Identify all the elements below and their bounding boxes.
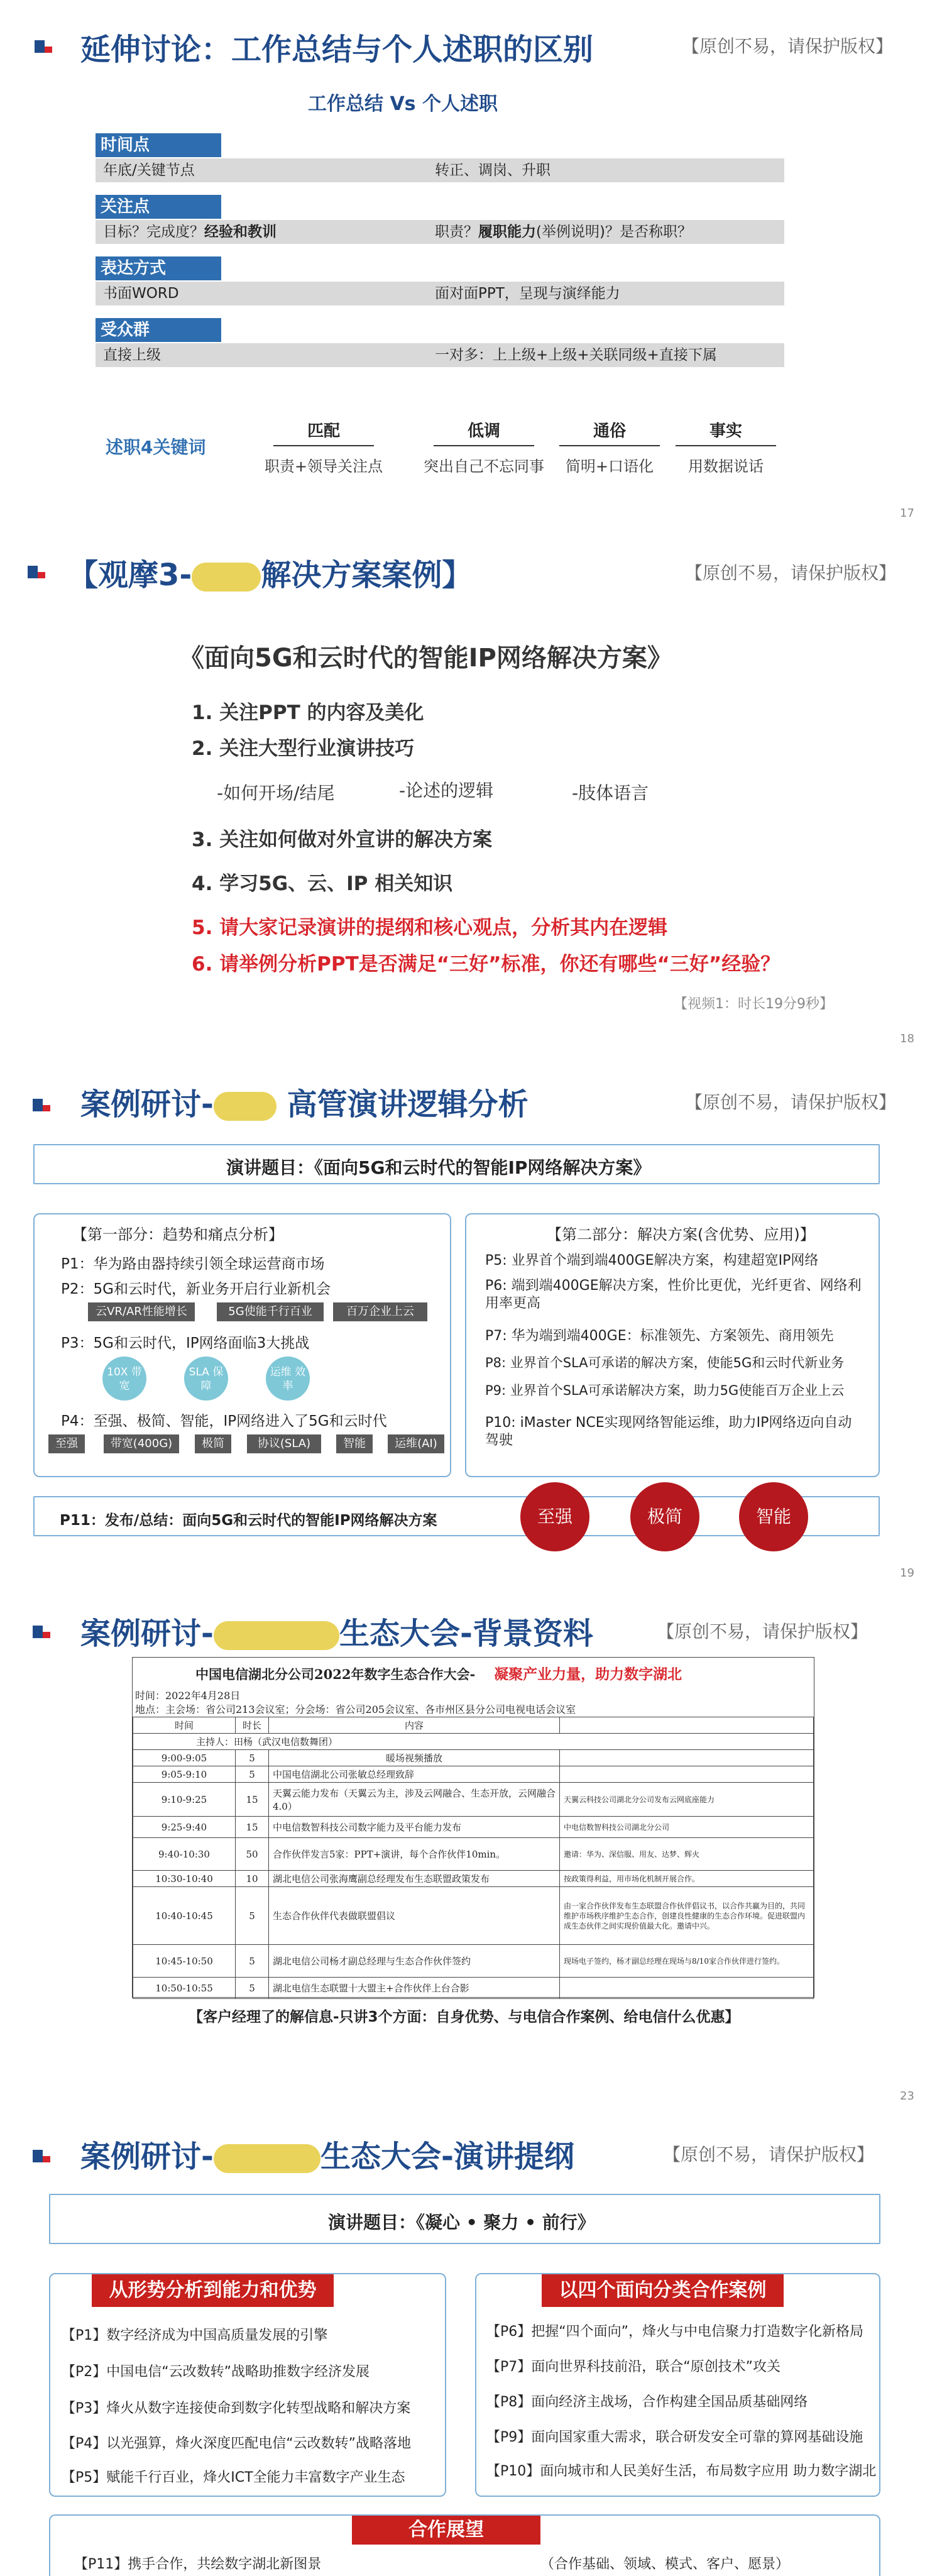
task-item-highlight: 5. 请大家记录演讲的提纲和核心观点，分析其内在逻辑 xyxy=(192,916,668,939)
summary-text: P11：发布/总结：面向5G和云时代的智能IP网络解决方案 xyxy=(60,1512,437,1529)
time-cell: 10:30-10:40 xyxy=(133,1871,236,1887)
redacted-logo xyxy=(214,2144,320,2173)
outline-item: 【P5】赋能千行百业，烽火ICT全能力丰富数字产业生态 xyxy=(62,2470,405,2485)
comparison-row xyxy=(96,282,784,305)
title-part: 高管演讲逻辑分析 xyxy=(276,1087,529,1122)
keyword-desc: 简明+口语化 xyxy=(565,458,654,475)
challenge-circle: SLA 保障 xyxy=(184,1357,228,1401)
copyright-note: 【原创不易，请保护版权】 xyxy=(685,563,897,583)
task-item: 1. 关注PPT 的内容及美化 xyxy=(192,702,424,724)
slide-2 xyxy=(0,528,942,1050)
duration-cell: 10 xyxy=(236,1871,269,1887)
content-cell: 合作伙伴发言5家：PPT+演讲，每个合作伙伴10min。 xyxy=(269,1838,560,1871)
page-number: 23 xyxy=(900,2089,914,2103)
part2-item: P7: 华为端到端400GE：标准领先、方案领先、商用领先 xyxy=(485,1328,834,1344)
slide-title xyxy=(80,1080,529,1123)
brand-logo-icon xyxy=(35,40,52,53)
title-part: 生态大会-背景资料 xyxy=(339,1616,593,1651)
table-row xyxy=(133,1945,814,1978)
challenge-circle: 运维 效率 xyxy=(266,1357,310,1401)
outline-item: 【P8】面向经济主战场，合作构建全国品质基础网络 xyxy=(486,2394,808,2410)
part2-heading: 【第二部分：解决方案(含优势、应用)】 xyxy=(547,1226,815,1243)
outlook-box xyxy=(49,2514,880,2576)
agenda-place: 地点：主会场：省公司213会议室；分会场：省公司205会议室、各市州区县分公司电视电话会议室 xyxy=(135,1704,576,1715)
keyword xyxy=(255,418,393,476)
outlook-item: 【P11】携手合作，共绘数字湖北新图景 xyxy=(74,2557,322,2572)
note-cell xyxy=(560,1750,814,1766)
time-cell: 9:25-9:40 xyxy=(133,1817,236,1838)
keywords-label: 述职4关键词 xyxy=(106,437,206,458)
left-outline-box xyxy=(49,2273,446,2497)
keyword-desc: 用数据说话 xyxy=(688,458,764,475)
agenda-title xyxy=(195,1663,682,1683)
keyword-desc: 职责+领导关注点 xyxy=(264,458,383,475)
report-value: 转正、调岗、升职 xyxy=(435,162,550,179)
note-cell xyxy=(560,1978,814,1999)
title-part: 生态大会-演讲提纲 xyxy=(320,2139,574,2174)
copyright-note: 【原创不易，请保护版权】 xyxy=(685,1092,897,1113)
outline-item: 【P7】面向世界科技前沿，联合“原创技术”攻关 xyxy=(486,2359,781,2375)
task-subitem: -论述的逻辑 xyxy=(399,780,494,801)
outline-item: 【P3】烽火从数字连接使命到数字化转型战略和解决方案 xyxy=(62,2401,411,2416)
table-row xyxy=(133,1817,814,1838)
agenda-table xyxy=(133,1717,814,1999)
title-part: 案例研讨- xyxy=(80,2139,214,2174)
part1-box xyxy=(33,1213,451,1477)
slide-5 xyxy=(0,2112,942,2576)
brand-logo-icon xyxy=(33,2150,50,2162)
table-row xyxy=(133,1734,814,1750)
time-cell: 10:45-10:50 xyxy=(133,1945,236,1978)
keyword-circle: 极简 xyxy=(630,1482,699,1551)
table-header xyxy=(560,1717,814,1734)
keyword xyxy=(415,418,553,476)
comparison-row xyxy=(96,220,784,244)
duration-cell: 50 xyxy=(236,1838,269,1871)
video-duration: 【视频1：时长19分9秒】 xyxy=(674,996,833,1012)
slide-4 xyxy=(0,1597,942,2112)
trend-chip: 协议(SLA) xyxy=(247,1434,321,1453)
report-emphasis: 履职能力 xyxy=(478,224,536,240)
trend-chip: 极简 xyxy=(195,1434,231,1453)
slide-3 xyxy=(0,1062,942,1584)
section-label: 关注点 xyxy=(96,195,221,219)
duration-cell: 5 xyxy=(236,1766,269,1783)
comparison-row xyxy=(96,158,784,182)
comparison-subtitle: 工作总结 Vs 个人述职 xyxy=(308,93,498,115)
report-text: 职责？ xyxy=(435,224,478,240)
report-value xyxy=(435,220,692,244)
task-item: 3. 关注如何做对外宣讲的解决方案 xyxy=(192,828,493,851)
page-number: 17 xyxy=(900,507,914,520)
duration-cell: 5 xyxy=(236,1887,269,1945)
title-part: 案例研讨- xyxy=(80,1087,214,1122)
time-cell: 10:50-10:55 xyxy=(133,1978,236,1999)
page-number: 19 xyxy=(900,1566,914,1580)
note-cell: 由一家合作伙伴发布生态联盟合作伙伴倡议书，以合作共赢为目的，共同维护市场秩序维护生态合作，创建良性健康的生态合作环境。促进联盟内成生态伙伴之间实现价值最大化。邀请中兴。 xyxy=(560,1887,814,1945)
section-label: 表达方式 xyxy=(96,256,221,280)
note-cell: 中电信数智科技公司湖北分公司 xyxy=(560,1817,814,1838)
speech-topic: 演讲题目：《面向5G和云时代的智能IP网络解决方案》 xyxy=(226,1157,651,1178)
trend-chip: 带宽(400G) xyxy=(104,1434,179,1453)
keyword-circle: 至强 xyxy=(520,1482,589,1551)
table-row xyxy=(133,1887,814,1945)
content-cell: 天翼云能力发布（天翼云为主，涉及云网融合、生态开放，云网融合4.0） xyxy=(269,1783,560,1817)
trend-chip: 运维(AI) xyxy=(388,1434,444,1453)
slide-title xyxy=(80,1609,593,1653)
content-cell: 生态合作伙伴代表做联盟倡议 xyxy=(269,1887,560,1945)
report-value: 一对多：上上级+上级+关联同级+直接下属 xyxy=(435,347,717,363)
brand-logo-icon xyxy=(28,566,45,578)
report-value: 面对面PPT，呈现与演绎能力 xyxy=(435,285,620,302)
duration-cell: 5 xyxy=(236,1750,269,1766)
duration-cell: 5 xyxy=(236,1945,269,1978)
outline-item: 【P9】面向国家重大需求，联合研发安全可靠的算网基础设施 xyxy=(486,2430,863,2445)
redacted-logo xyxy=(214,1621,339,1650)
keyword-title: 事实 xyxy=(676,418,776,446)
content-cell: 湖北电信生态联盟十大盟主+合作伙伴上台合影 xyxy=(269,1978,560,1999)
time-cell: 9:10-9:25 xyxy=(133,1783,236,1817)
table-header: 内容 xyxy=(269,1717,560,1734)
title-part: 案例研讨- xyxy=(80,1616,214,1651)
part2-item: P9: 业界首个SLA可承诺解决方案，助力5G使能百万企业上云 xyxy=(485,1383,845,1398)
copyright-note: 【原创不易，请保护版权】 xyxy=(682,36,894,57)
agenda-slogan: 凝聚产业力量，助力数字湖北 xyxy=(494,1666,682,1683)
part1-heading: 【第一部分：趋势和痛点分析】 xyxy=(72,1226,283,1243)
keyword-title: 通俗 xyxy=(559,418,660,446)
copyright-note: 【原创不易，请保护版权】 xyxy=(657,1621,868,1642)
note-cell: 天翼云科技公司湖北分公司发布云网底座能力 xyxy=(560,1783,814,1817)
left-outline-heading: 从形势分析到能力和优势 xyxy=(92,2274,334,2307)
speech-topic-box xyxy=(49,2194,880,2244)
duration-cell: 15 xyxy=(236,1783,269,1817)
speech-topic-box xyxy=(33,1144,880,1184)
outline-item: 【P10】面向城市和人民美好生活，布局数字应用 助力数字湖北 xyxy=(486,2463,877,2479)
table-row xyxy=(133,1750,814,1766)
part2-item: P8: 业界首个SLA可承诺的解决方案，使能5G和云时代新业务 xyxy=(485,1355,845,1370)
task-subitem: -肢体语言 xyxy=(572,783,649,803)
page-number: 18 xyxy=(900,1032,914,1045)
slide-title xyxy=(68,551,472,594)
trend-chip: 智能 xyxy=(336,1434,373,1453)
table-row xyxy=(133,1871,814,1887)
report-text-tail: (举例说明)？是否称职？ xyxy=(536,224,692,240)
brand-logo-icon xyxy=(33,1099,50,1111)
content-cell: 中国电信湖北公司张敏总经理致辞 xyxy=(269,1766,560,1783)
outline-item: 【P6】把握“四个面向”，烽火与中电信聚力打造数字化新格局 xyxy=(486,2324,864,2340)
title-part: 【观摩3- xyxy=(68,558,192,593)
note-cell: 现场电子签约，杨才副总经理在现场与8/10家合作伙伴进行签约。 xyxy=(560,1945,814,1978)
summary-emphasis: 经验和教训 xyxy=(204,224,277,240)
outlook-heading: 合作展望 xyxy=(352,2516,540,2545)
redacted-logo xyxy=(214,1092,277,1121)
content-cell: 湖北电信公司杨才副总经理与生态合作伙伴签约 xyxy=(269,1945,560,1978)
section-label: 受众群 xyxy=(96,318,221,342)
outline-item: 【P1】数字经济成为中国高质量发展的引擎 xyxy=(62,2328,328,2343)
title-part: 解决方案案例】 xyxy=(261,558,473,593)
slide-1 xyxy=(0,0,942,522)
task-item: 2. 关注大型行业演讲技巧 xyxy=(192,737,415,760)
trend-chip: 百万企业上云 xyxy=(333,1302,427,1321)
part2-box xyxy=(465,1213,880,1477)
part1-item: P3：5G和云时代，IP网络面临3大挑战 xyxy=(61,1335,310,1351)
trend-chip: 至强 xyxy=(48,1434,85,1453)
part2-item: P10: iMaster NCE实现网络智能运维，助力IP网络迈向自动驾驶 xyxy=(485,1415,852,1448)
content-cell: 湖北电信公司张海鹰副总经理发布生态联盟政策发布 xyxy=(269,1871,560,1887)
table-header: 时间 xyxy=(133,1717,236,1734)
solution-heading: 《面向5G和云时代的智能IP网络解决方案》 xyxy=(179,644,672,673)
note-cell xyxy=(560,1766,814,1783)
part1-item: P2：5G和云时代，新业务开启行业新机会 xyxy=(61,1281,331,1297)
section-label: 时间点 xyxy=(96,133,221,157)
part2-item: P6: 端到端400GE解决方案，性价比更优，光纤更省、网络利用率更高 xyxy=(485,1278,862,1311)
keyword-title: 匹配 xyxy=(273,418,374,446)
summary-value xyxy=(103,220,277,244)
time-cell: 9:00-9:05 xyxy=(133,1750,236,1766)
copyright-note: 【原创不易，请保护版权】 xyxy=(663,2144,875,2165)
summary-value: 年底/关键节点 xyxy=(103,162,195,179)
agenda-time: 时间：2022年4月28日 xyxy=(135,1690,241,1702)
summary-value: 书面WORD xyxy=(103,285,179,302)
slide-title: 延伸讨论：工作总结与个人述职的区别 xyxy=(80,32,594,67)
outline-item: 【P4】以光强算，烽火深度匹配电信“云改数转”战略落地 xyxy=(62,2436,412,2452)
table-row xyxy=(133,1838,814,1871)
table-header: 时长 xyxy=(236,1717,269,1734)
part2-item: P5: 业界首个端到端400GE解决方案，构建超宽IP网络 xyxy=(485,1253,819,1269)
part1-item: P4：至强、极简、智能，IP网络进入了5G和云时代 xyxy=(61,1413,387,1429)
summary-text: 目标？完成度？ xyxy=(103,224,204,240)
outline-item: 【P2】中国电信“云改数转”战略助推数字经济发展 xyxy=(62,2364,370,2380)
table-header-row xyxy=(133,1717,814,1734)
agenda-caption: 【客户经理了的解信息-只讲3个方面：自身优势、与电信合作案例、给电信什么优惠】 xyxy=(189,2009,740,2025)
content-cell: 中电信数智科技公司数字能力及平台能力发布 xyxy=(269,1817,560,1838)
time-cell: 9:40-10:30 xyxy=(133,1838,236,1871)
time-cell: 9:05-9:10 xyxy=(133,1766,236,1783)
slide-title xyxy=(80,2132,574,2176)
keyword-circle: 智能 xyxy=(739,1482,808,1551)
trend-chip: 云VR/AR性能增长 xyxy=(88,1302,195,1321)
part1-item: P1：华为路由器持续引领全球运营商市场 xyxy=(61,1256,325,1272)
agenda-title-text: 中国电信湖北分公司2022年数字生态合作大会- xyxy=(195,1666,476,1682)
note-cell: 按政策得利益，用市场化机制开展合作。 xyxy=(560,1871,814,1887)
redacted-logo xyxy=(192,563,261,592)
content-cell: 暖场视频播放 xyxy=(269,1750,560,1766)
note-cell: 邀请：华为、深信服、用友、达梦、辉火 xyxy=(560,1838,814,1871)
speech-topic: 演讲题目：《凝心 • 聚力 • 前行》 xyxy=(328,2212,595,2233)
task-item: 4. 学习5G、云、IP 相关知识 xyxy=(192,872,453,895)
time-cell: 10:40-10:45 xyxy=(133,1887,236,1945)
brand-logo-icon xyxy=(33,1626,50,1638)
duration-cell: 15 xyxy=(236,1817,269,1838)
duration-cell: 5 xyxy=(236,1978,269,1999)
right-outline-box xyxy=(475,2273,880,2497)
comparison-row xyxy=(96,343,784,367)
table-row xyxy=(133,1766,814,1783)
keyword-desc: 突出自己不忘同事 xyxy=(424,458,544,475)
keyword xyxy=(657,418,795,476)
task-subitem: -如何开场/结尾 xyxy=(217,783,335,803)
agenda-document xyxy=(132,1657,814,1998)
task-item-highlight: 6. 请举例分析PPT是否满足“三好”标准，你还有哪些“三好”经验？ xyxy=(192,953,780,976)
outlook-note: （合作基础、领域、模式、客户、愿景） xyxy=(540,2557,790,2572)
host-cell: 主持人：田杨（武汉电信数舞团） xyxy=(133,1734,814,1750)
summary-value: 直接上级 xyxy=(103,347,161,363)
trend-chip: 5G使能千行百业 xyxy=(217,1302,324,1321)
table-row xyxy=(133,1783,814,1817)
table-row xyxy=(133,1978,814,1999)
right-outline-heading: 以四个面向分类合作案例 xyxy=(542,2274,784,2307)
challenge-circle: 10X 带宽 xyxy=(102,1357,146,1401)
keyword-title: 低调 xyxy=(434,418,534,446)
